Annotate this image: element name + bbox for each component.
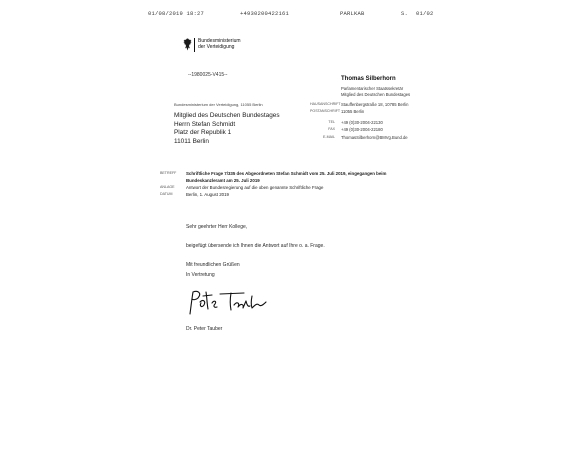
fax-page-number: 01/02: [416, 10, 434, 17]
salutation: Sehr geehrter Herr Kollege,: [186, 224, 248, 230]
subject-line2: Bundeskanzleramt am 25. Juli 2019: [186, 178, 260, 183]
attachment-label: ANLAGE: [160, 185, 175, 189]
ministry-name-line1: Bundesministerium: [198, 38, 241, 44]
address-label: HAUSANSCHRIFT: [310, 102, 341, 106]
fax-number: +4930200422161: [240, 10, 290, 17]
ministry-name-line2: der Verteidigung: [198, 44, 235, 50]
date-label: DATUM: [160, 192, 173, 196]
federal-eagle-icon: [183, 38, 192, 51]
subject-line1: Schriftliche Frage 7/335 des Abgeordneten Stefan Schmidt vom 25. Juli 2019, eingegangen beim: [186, 171, 387, 176]
sender-title-line2: Mitglied des Deutschen Bundestages: [341, 92, 411, 97]
date-value: Berlin, 1. August 2019: [186, 192, 229, 197]
email-value: ThomasSilberhorn@BMVg.Bund.de: [341, 135, 408, 140]
fax-page-abbr: S.: [401, 10, 409, 17]
tel-label: TEL: [328, 120, 335, 124]
fax-datetime: 01/08/2019 18:27: [148, 10, 205, 17]
recipient-line4: 11011 Berlin: [174, 137, 209, 145]
return-address: Bundesministerium der Verteidigung, 11055 Berlin: [174, 102, 263, 107]
fax-value: +49 (0)30-2004-22180: [341, 127, 383, 132]
sender-title-line1: Parlamentarischer Staatssekretär: [341, 86, 404, 91]
proxy-note: In Vertretung: [186, 272, 215, 278]
sender-title: [341, 86, 410, 98]
attachment-value: Antwort der Bundesregierung auf die oben genannte Schriftliche Frage: [186, 185, 324, 190]
postal-label: POSTANSCHRIFT: [310, 109, 341, 113]
subject-label: BETREFF: [160, 171, 177, 175]
sender-name: Thomas Silberhorn: [341, 76, 396, 82]
tel-value: +49 (0)30-2004-22130: [341, 120, 383, 125]
recipient-line1: Mitglied des Deutschen Bundestages: [174, 112, 280, 119]
fax-station: PARLKAB: [340, 10, 365, 17]
ministry-name: [198, 38, 241, 50]
letter-body: beigefügt übersende ich Ihnen die Antwort auf Ihre o. a. Frage.: [186, 243, 325, 249]
logo-flag-bar: [194, 38, 195, 52]
recipient-address: [174, 112, 280, 146]
signature-name: Dr. Peter Tauber: [186, 326, 223, 332]
recipient-line2: Herrn Stefan Schmidt: [174, 120, 236, 128]
closing: Mit freundlichen Grüßen: [186, 262, 240, 268]
address-value: Stauffenbergstraße 18, 10785 Berlin: [341, 102, 409, 107]
fax-label: FAX: [328, 127, 335, 131]
postal-value: 11055 Berlin: [341, 109, 365, 114]
file-reference: --1980025-V415--: [188, 72, 228, 78]
email-label: E-MAIL: [323, 135, 335, 139]
handwritten-signature: [184, 288, 272, 316]
recipient-line3: Platz der Republik 1: [174, 129, 232, 136]
